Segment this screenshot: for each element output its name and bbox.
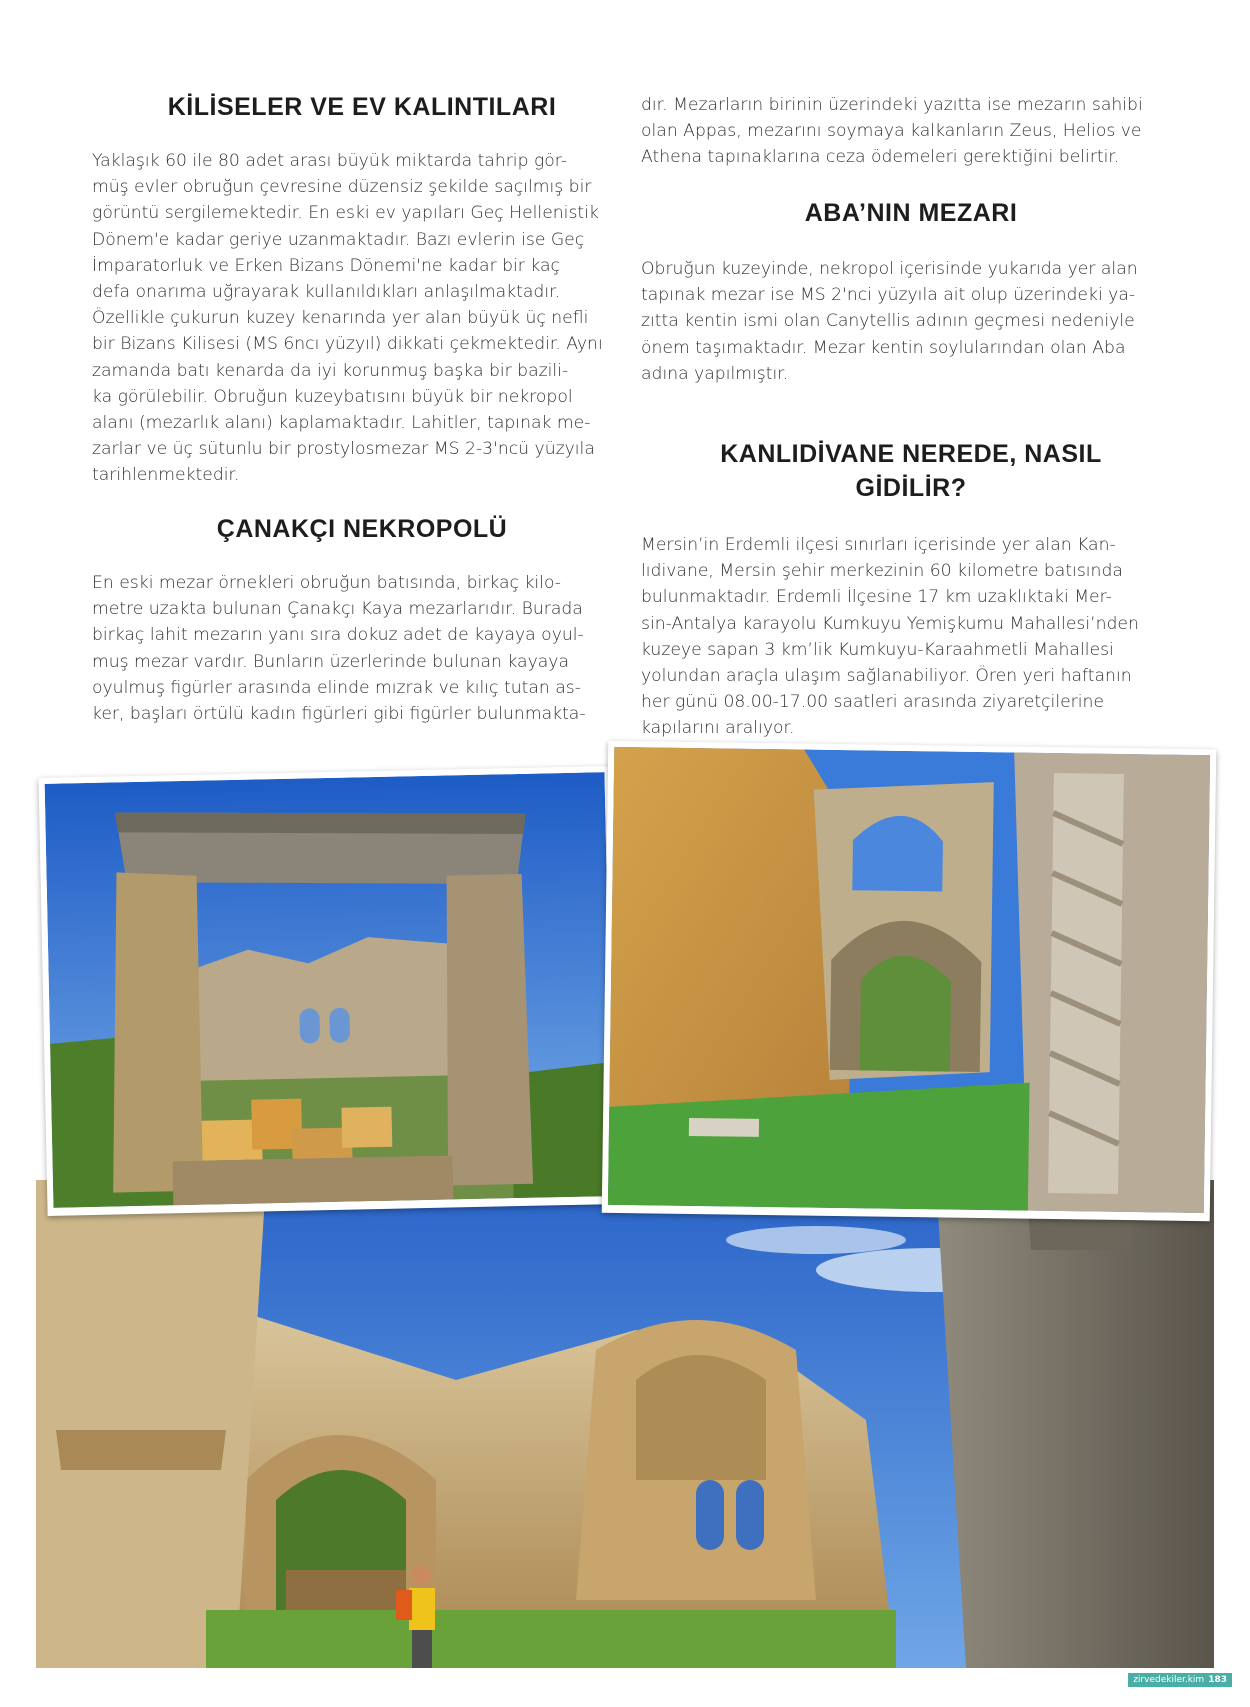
heading-canakci: ÇANAKÇI NEKROPOLÜ (216, 515, 508, 543)
section-kiliseler (92, 90, 632, 124)
body-continued: dır. Mezarların birinin üzerindeki yazıtta ise mezarın sahibi olan Appas, mezarını soymaya kalkanların Zeus, Helios ve Athena tapınaklarına ceza ödemeleri gerektiğini belirtir. (641, 95, 1143, 168)
footer-site: zirvedekiler.kim (1133, 1675, 1205, 1685)
section-aba (641, 196, 1181, 230)
heading-kiliseler: KİLİSELER VE EV KALINTILARI (167, 93, 557, 121)
photo-nave-arches (602, 741, 1217, 1221)
heading-kanlidivane-line1: KANLIDİVANE NEREDE, NASIL (720, 440, 1102, 468)
photo-church-ruins (36, 1180, 1214, 1668)
body-kiliseler: Yaklaşık 60 ile 80 adet arası büyük miktarda tahrip gör- müş evler obruğun çevresine düzensiz şekilde saçılmış bir görüntü sergilemektedir. En eski ev yapıları Geç Hellenistik Dönem'e kadar geriye uzanmaktadır. Bazı evlerin ise Geç İmparatorluk ve Erken Bizans Dönemi'ne kadar bir kaç defa onarıma uğrayarak kullanıldıkları anlaşılmaktadır. Özellikle çukurun kuzey kenarında yer alan büyük üç nefli bir Bizans Kilisesi (MS 6ncı yüzyıl) dikkati çekmektedir. Aynı zamanda batı kenarda da iyi korunmuş başka bir bazili- ka görülebilir. Obruğun kuzeybatısını büyük bir nekropol alanı (mezarlık alanı) kaplamaktadır. Lahitler, tapınak me- zarlar ve üç sütunlu bir prostylosmezar MS 2-3'ncü yüzyıla tarihlenmektedir. (92, 151, 603, 486)
body-kanlidivane: Mersin’in Erdemli ilçesi sınırları içerisinde yer alan Kan- lıdivane, Mersin şehir merkezinin 60 kilometre batısında bulunmaktadır. Erdemli İlçesine 17 km uzaklıktaki Mer- sin-Antalya karayolu Kumkuyu Yemişkumu Mahallesi’nden kuzeye sapan 3 km’lik Kumkuyu-Karaahmetli Mahallesi yolundan araçla ulaşım sağlanabiliyor. Ören yeri haftanın her günü 08.00-17.00 saatleri arasında ziyaretçilerine kapılarını aralıyor. (641, 535, 1139, 739)
body-canakci-wrap (92, 570, 632, 727)
section-kanlidivane (641, 437, 1181, 505)
body-canakci: En eski mezar örnekleri obruğun batısında, birkaç kilo- metre uzakta bulunan Çanakçı Kaya mezarlarıdır. Burada birkaç lahit mezarın yanı sıra dokuz adet de kayaya oyul- muş mezar vardır. Bunların üzerlerinde bulunan kayaya oyulmuş figürler arasında elinde mızrak ve kılıç tutan as- ker, başları örtülü kadın figürleri gibi figürler bulunmakta- (92, 573, 586, 725)
heading-kanlidivane-line2: GİDİLİR? (855, 474, 967, 502)
heading-aba: ABA’NIN MEZARI (804, 199, 1018, 227)
body-kanlidivane-wrap (641, 532, 1181, 742)
body-aba: Obruğun kuzeyinde, nekropol içerisinde yukarıda yer alan tapınak mezar ise MS 2'nci yüzyıla ait olup üzerindeki ya- zıtta kentin ismi olan Canytellis adının geçmesi nedeniyle önem taşımaktadır. Mezar kentin soylularından olan Aba adına yapılmıştır. (641, 259, 1138, 384)
body-continued-wrap (641, 92, 1181, 171)
photo-doorway (38, 766, 619, 1216)
body-kiliseler-wrap (92, 148, 632, 489)
section-canakci (92, 512, 632, 546)
page-footer (1128, 1673, 1232, 1687)
footer-page-number: 183 (1208, 1675, 1227, 1685)
body-aba-wrap (641, 256, 1181, 387)
